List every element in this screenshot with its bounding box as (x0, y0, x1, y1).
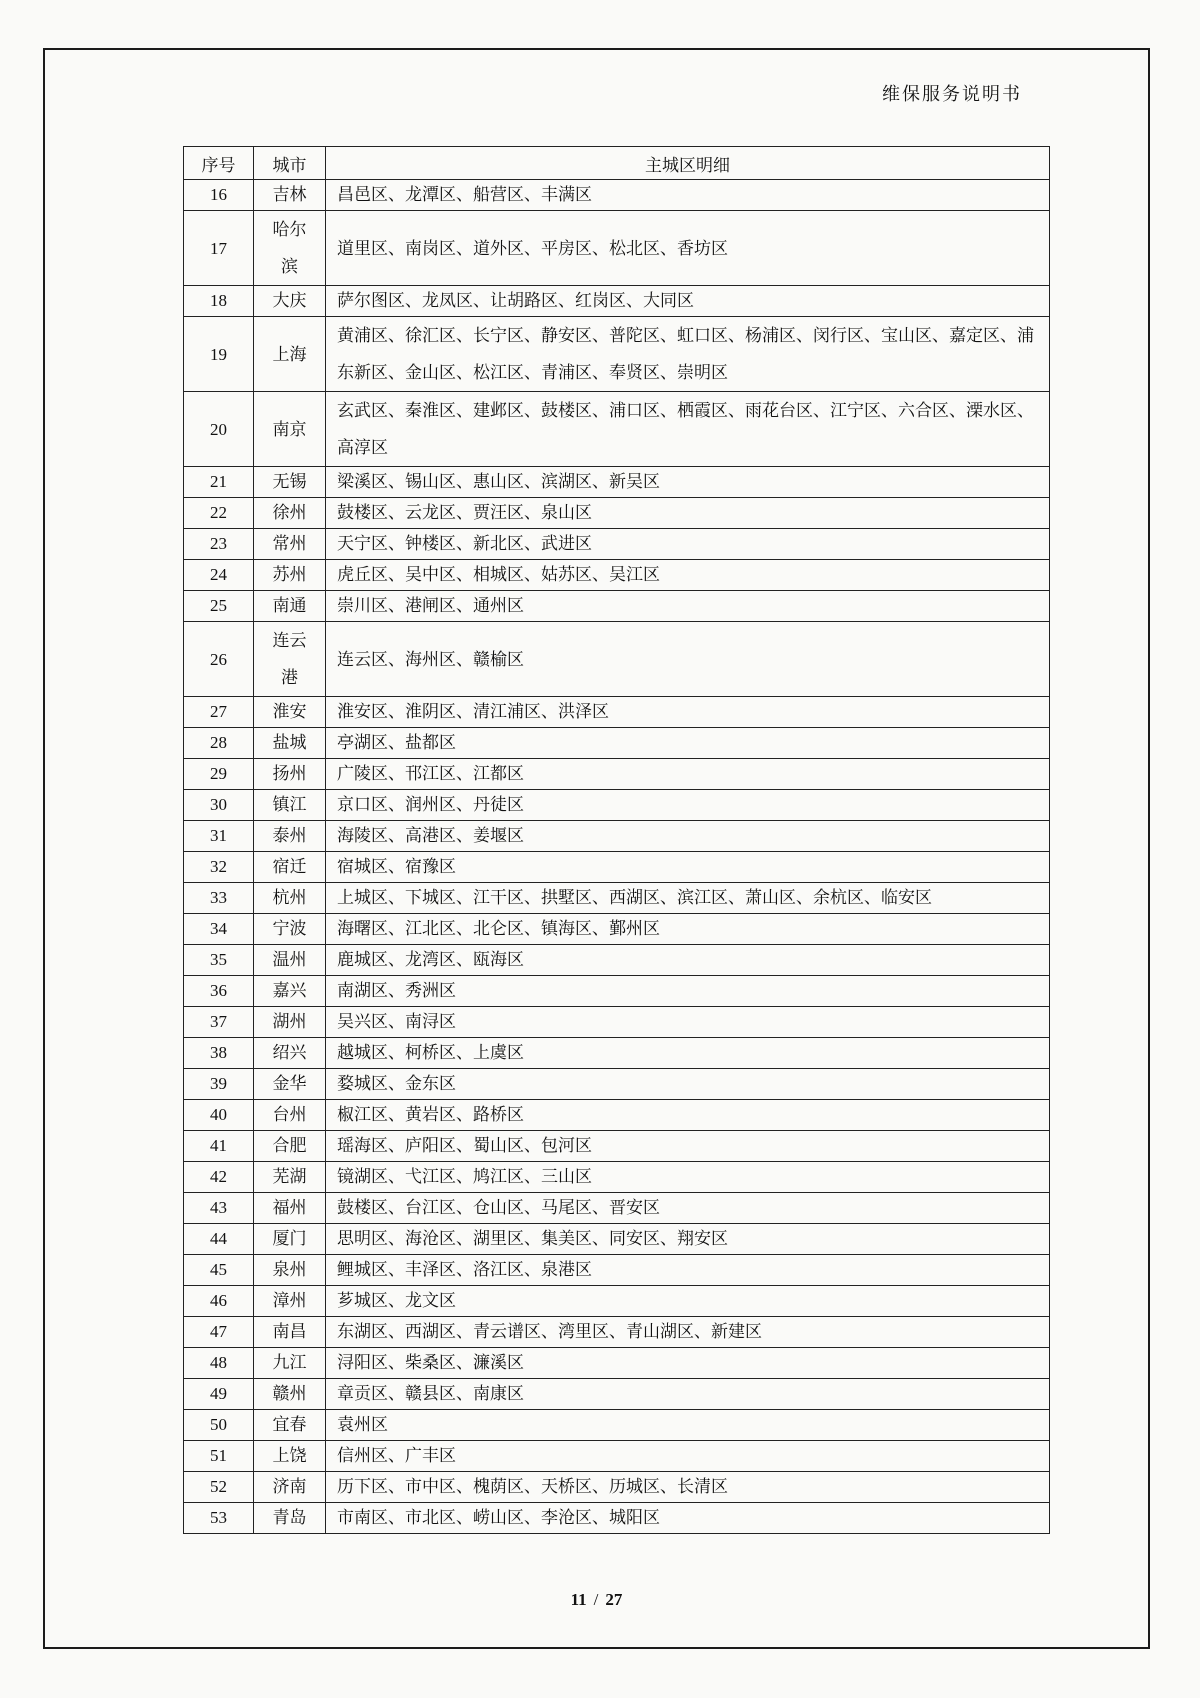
row-city-cell: 连云港 (254, 622, 326, 697)
row-city-cell: 宁波 (254, 914, 326, 945)
row-index-cell: 16 (184, 180, 254, 211)
row-city-cell: 南昌 (254, 1317, 326, 1348)
row-districts-cell: 广陵区、邗江区、江都区 (326, 759, 1050, 790)
table-row (184, 1410, 1050, 1441)
table-row (184, 529, 1050, 560)
row-index-cell: 42 (184, 1162, 254, 1193)
row-city-cell: 赣州 (254, 1379, 326, 1410)
col-header-index: 序号 (184, 147, 254, 180)
row-districts-cell: 市南区、市北区、崂山区、李沧区、城阳区 (326, 1503, 1050, 1534)
table-row (184, 914, 1050, 945)
row-index-cell: 19 (184, 317, 254, 392)
row-city-cell: 合肥 (254, 1131, 326, 1162)
row-index-cell: 36 (184, 976, 254, 1007)
col-header-districts: 主城区明细 (326, 147, 1050, 180)
row-index-cell: 44 (184, 1224, 254, 1255)
table-row (184, 560, 1050, 591)
table-header-row (184, 147, 1050, 180)
col-header-city: 城市 (254, 147, 326, 180)
row-city-cell: 徐州 (254, 498, 326, 529)
row-city-cell: 扬州 (254, 759, 326, 790)
row-index-cell: 45 (184, 1255, 254, 1286)
row-city-cell: 九江 (254, 1348, 326, 1379)
row-city-cell: 上饶 (254, 1441, 326, 1472)
row-districts-cell: 信州区、广丰区 (326, 1441, 1050, 1472)
row-districts-cell: 东湖区、西湖区、青云谱区、湾里区、青山湖区、新建区 (326, 1317, 1050, 1348)
row-index-cell: 29 (184, 759, 254, 790)
table-row (184, 821, 1050, 852)
row-districts-cell: 婺城区、金东区 (326, 1069, 1050, 1100)
row-index-cell: 18 (184, 286, 254, 317)
row-city-cell: 台州 (254, 1100, 326, 1131)
row-index-cell: 46 (184, 1286, 254, 1317)
row-districts-cell: 鼓楼区、台江区、仓山区、马尾区、晋安区 (326, 1193, 1050, 1224)
row-city-cell: 福州 (254, 1193, 326, 1224)
row-districts-cell: 芗城区、龙文区 (326, 1286, 1050, 1317)
row-districts-cell: 鼓楼区、云龙区、贾汪区、泉山区 (326, 498, 1050, 529)
row-districts-cell: 昌邑区、龙潭区、船营区、丰满区 (326, 180, 1050, 211)
row-index-cell: 32 (184, 852, 254, 883)
row-index-cell: 48 (184, 1348, 254, 1379)
row-index-cell: 47 (184, 1317, 254, 1348)
row-index-cell: 49 (184, 1379, 254, 1410)
table-row (184, 1503, 1050, 1534)
row-districts-cell: 亭湖区、盐都区 (326, 728, 1050, 759)
table-row (184, 790, 1050, 821)
row-city-cell: 宿迁 (254, 852, 326, 883)
table-row (184, 1255, 1050, 1286)
row-districts-cell: 宿城区、宿豫区 (326, 852, 1050, 883)
row-districts-cell: 海陵区、高港区、姜堰区 (326, 821, 1050, 852)
row-districts-cell: 萨尔图区、龙凤区、让胡路区、红岗区、大同区 (326, 286, 1050, 317)
table-row (184, 180, 1050, 211)
row-districts-cell: 虎丘区、吴中区、相城区、姑苏区、吴江区 (326, 560, 1050, 591)
table-row (184, 622, 1050, 697)
row-city-cell: 青岛 (254, 1503, 326, 1534)
row-city-cell: 杭州 (254, 883, 326, 914)
table-row (184, 759, 1050, 790)
row-city-cell: 上海 (254, 317, 326, 392)
row-index-cell: 40 (184, 1100, 254, 1131)
row-index-cell: 33 (184, 883, 254, 914)
row-city-cell: 苏州 (254, 560, 326, 591)
row-city-cell: 吉林 (254, 180, 326, 211)
row-districts-cell: 鲤城区、丰泽区、洛江区、泉港区 (326, 1255, 1050, 1286)
table-row (184, 976, 1050, 1007)
row-index-cell: 38 (184, 1038, 254, 1069)
page-border-frame (43, 48, 1150, 1649)
table-row (184, 1224, 1050, 1255)
page-number (45, 1590, 1148, 1610)
table-row (184, 392, 1050, 467)
table-row (184, 1069, 1050, 1100)
table-row (184, 1441, 1050, 1472)
row-city-cell: 宜春 (254, 1410, 326, 1441)
table-row (184, 728, 1050, 759)
page-number-total: 27 (605, 1590, 623, 1609)
row-districts-cell: 镜湖区、弋江区、鸠江区、三山区 (326, 1162, 1050, 1193)
row-city-cell: 淮安 (254, 697, 326, 728)
table-row (184, 1193, 1050, 1224)
table-row (184, 317, 1050, 392)
table-row (184, 852, 1050, 883)
row-districts-cell: 越城区、柯桥区、上虞区 (326, 1038, 1050, 1069)
page-number-current: 11 (570, 1590, 587, 1609)
row-city-cell: 湖州 (254, 1007, 326, 1038)
table-row (184, 211, 1050, 286)
table-row (184, 1162, 1050, 1193)
row-districts-cell: 玄武区、秦淮区、建邺区、鼓楼区、浦口区、栖霞区、雨花台区、江宁区、六合区、溧水区、高淳区 (326, 392, 1050, 467)
table-row (184, 697, 1050, 728)
table-row (184, 1038, 1050, 1069)
table-row (184, 591, 1050, 622)
document-header-title: 维保服务说明书 (882, 84, 1022, 104)
city-districts-table (183, 146, 1050, 1534)
row-city-cell: 济南 (254, 1472, 326, 1503)
row-index-cell: 37 (184, 1007, 254, 1038)
row-city-cell: 泉州 (254, 1255, 326, 1286)
row-districts-cell: 袁州区 (326, 1410, 1050, 1441)
row-city-cell: 大庆 (254, 286, 326, 317)
row-districts-cell: 章贡区、赣县区、南康区 (326, 1379, 1050, 1410)
row-index-cell: 34 (184, 914, 254, 945)
row-index-cell: 53 (184, 1503, 254, 1534)
row-city-cell: 盐城 (254, 728, 326, 759)
table-row (184, 1286, 1050, 1317)
row-city-cell: 哈尔滨 (254, 211, 326, 286)
row-districts-cell: 浔阳区、柴桑区、濂溪区 (326, 1348, 1050, 1379)
row-index-cell: 27 (184, 697, 254, 728)
row-index-cell: 50 (184, 1410, 254, 1441)
table-row (184, 1379, 1050, 1410)
row-districts-cell: 吴兴区、南浔区 (326, 1007, 1050, 1038)
table-row (184, 1131, 1050, 1162)
row-districts-cell: 淮安区、淮阴区、清江浦区、洪泽区 (326, 697, 1050, 728)
row-city-cell: 镇江 (254, 790, 326, 821)
row-city-cell: 芜湖 (254, 1162, 326, 1193)
row-city-cell: 泰州 (254, 821, 326, 852)
row-city-cell: 温州 (254, 945, 326, 976)
row-index-cell: 20 (184, 392, 254, 467)
row-city-cell: 南京 (254, 392, 326, 467)
row-index-cell: 21 (184, 467, 254, 498)
table-row (184, 467, 1050, 498)
row-districts-cell: 连云区、海州区、赣榆区 (326, 622, 1050, 697)
row-districts-cell: 道里区、南岗区、道外区、平房区、松北区、香坊区 (326, 211, 1050, 286)
row-index-cell: 25 (184, 591, 254, 622)
row-index-cell: 51 (184, 1441, 254, 1472)
row-districts-cell: 梁溪区、锡山区、惠山区、滨湖区、新吴区 (326, 467, 1050, 498)
row-city-cell: 无锡 (254, 467, 326, 498)
row-index-cell: 39 (184, 1069, 254, 1100)
row-index-cell: 23 (184, 529, 254, 560)
row-index-cell: 28 (184, 728, 254, 759)
row-districts-cell: 京口区、润州区、丹徒区 (326, 790, 1050, 821)
row-districts-cell: 历下区、市中区、槐荫区、天桥区、历城区、长清区 (326, 1472, 1050, 1503)
row-districts-cell: 黄浦区、徐汇区、长宁区、静安区、普陀区、虹口区、杨浦区、闵行区、宝山区、嘉定区、浦东新区、金山区、松江区、青浦区、奉贤区、崇明区 (326, 317, 1050, 392)
table-row (184, 883, 1050, 914)
page-number-separator: / (593, 1590, 599, 1609)
row-districts-cell: 崇川区、港闸区、通州区 (326, 591, 1050, 622)
row-index-cell: 30 (184, 790, 254, 821)
row-city-cell: 漳州 (254, 1286, 326, 1317)
row-districts-cell: 海曙区、江北区、北仑区、镇海区、鄞州区 (326, 914, 1050, 945)
table-row (184, 1317, 1050, 1348)
row-index-cell: 35 (184, 945, 254, 976)
row-districts-cell: 上城区、下城区、江干区、拱墅区、西湖区、滨江区、萧山区、余杭区、临安区 (326, 883, 1050, 914)
row-districts-cell: 椒江区、黄岩区、路桥区 (326, 1100, 1050, 1131)
table-row (184, 498, 1050, 529)
row-districts-cell: 鹿城区、龙湾区、瓯海区 (326, 945, 1050, 976)
table-row (184, 1007, 1050, 1038)
row-city-cell: 南通 (254, 591, 326, 622)
row-districts-cell: 瑶海区、庐阳区、蜀山区、包河区 (326, 1131, 1050, 1162)
row-index-cell: 31 (184, 821, 254, 852)
row-city-cell: 金华 (254, 1069, 326, 1100)
row-index-cell: 24 (184, 560, 254, 591)
row-city-cell: 绍兴 (254, 1038, 326, 1069)
table-body (184, 180, 1050, 1534)
row-index-cell: 26 (184, 622, 254, 697)
row-index-cell: 43 (184, 1193, 254, 1224)
row-districts-cell: 天宁区、钟楼区、新北区、武进区 (326, 529, 1050, 560)
table-row (184, 945, 1050, 976)
row-city-cell: 厦门 (254, 1224, 326, 1255)
row-city-cell: 嘉兴 (254, 976, 326, 1007)
row-index-cell: 17 (184, 211, 254, 286)
table-row (184, 1472, 1050, 1503)
row-districts-cell: 南湖区、秀洲区 (326, 976, 1050, 1007)
row-districts-cell: 思明区、海沧区、湖里区、集美区、同安区、翔安区 (326, 1224, 1050, 1255)
table-row (184, 286, 1050, 317)
row-index-cell: 41 (184, 1131, 254, 1162)
row-city-cell: 常州 (254, 529, 326, 560)
row-index-cell: 22 (184, 498, 254, 529)
table-row (184, 1348, 1050, 1379)
table-row (184, 1100, 1050, 1131)
row-index-cell: 52 (184, 1472, 254, 1503)
